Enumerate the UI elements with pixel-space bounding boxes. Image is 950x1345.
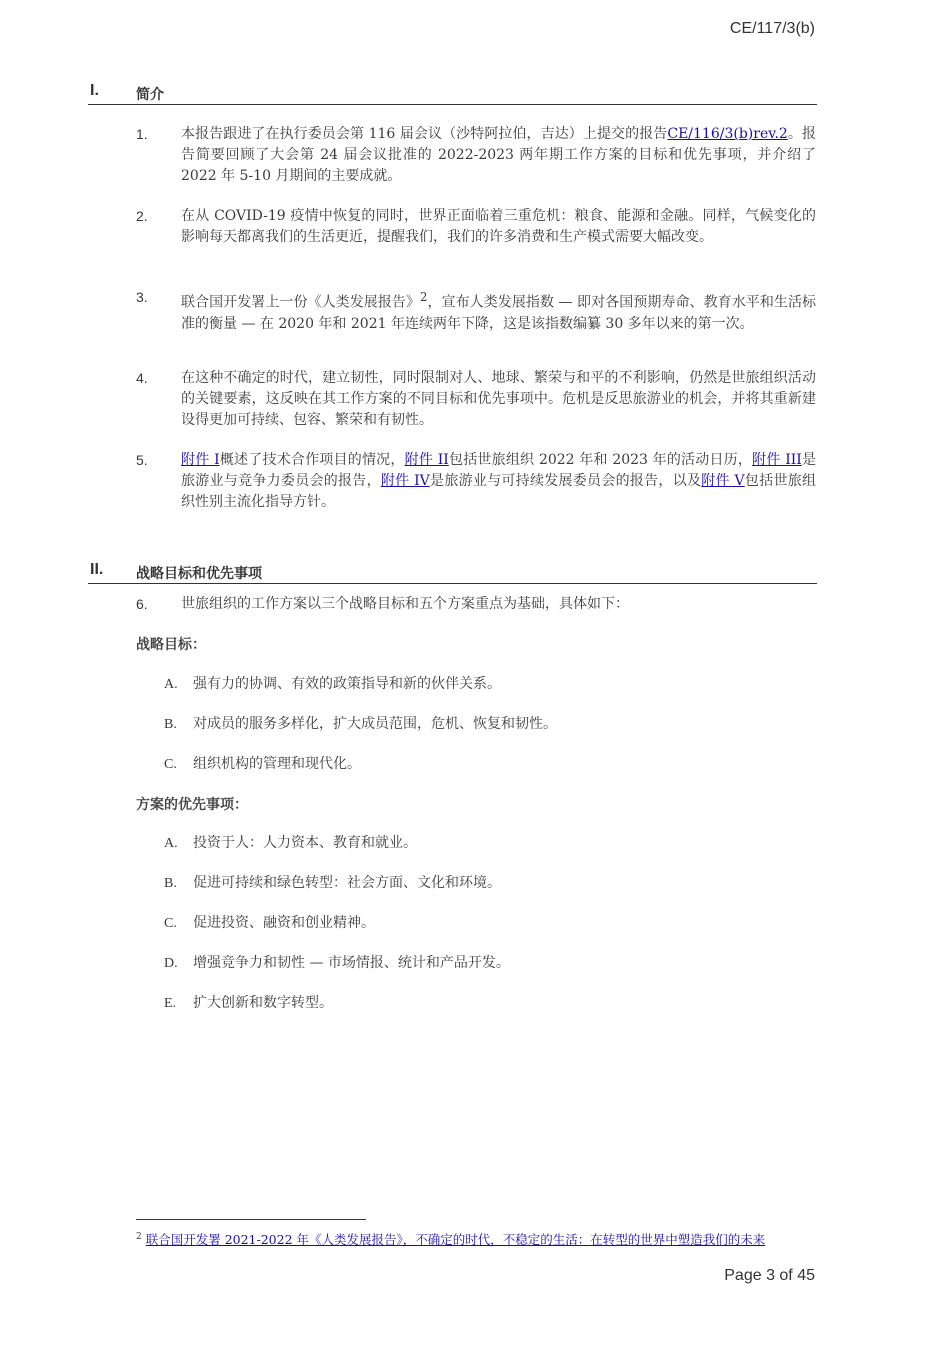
footnote-number: 2	[136, 1232, 142, 1242]
section-number: II.	[90, 561, 104, 578]
text-span: 包括世旅组织性别主流化指导方针。	[181, 473, 817, 510]
item-text: 组织机构的管理和现代化。	[193, 756, 361, 772]
item-letter: A.	[164, 677, 178, 692]
paragraph-5	[136, 450, 816, 513]
item-letter: B.	[164, 717, 177, 732]
paragraph-number: 5.	[136, 452, 148, 468]
item-text: 扩大创新和数字转型。	[193, 995, 333, 1011]
link-annex-2[interactable]: 附件 II	[404, 452, 449, 468]
text-span: 。报告简要回顾了大会第 24 届会议批准的 2022-2023 两年期工作方案的目标和优先事项，并介绍了 2022 年 5-10 月期间的主要成就。	[181, 126, 817, 184]
priority-item	[164, 953, 510, 974]
text-span: 是旅游业与竞争力委员会的报告，	[181, 452, 817, 489]
paragraph-number: 6.	[136, 596, 148, 612]
item-letter: B.	[164, 876, 177, 891]
item-text: 投资于人：人力资本、教育和就业。	[193, 835, 417, 851]
link-annex-5[interactable]: 附件 V	[701, 473, 745, 489]
paragraph-text: 在从 COVID-19 疫情中恢复的同时，世界正面临着三重危机：粮食、能源和金融。同样，气候变化的影响每天都离我们的生活更近，提醒我们，我们的许多消费和生产模式需要大幅改变。	[181, 208, 816, 245]
priority-item	[164, 873, 501, 894]
priority-item	[164, 993, 333, 1014]
link-annex-4[interactable]: 附件 IV	[380, 473, 430, 489]
paragraph-number: 4.	[136, 370, 148, 386]
paragraph-text: 在这种不确定的时代，建立韧性，同时限制对人、地球、繁荣与和平的不利影响，仍然是世旅组织活动的关键要素，这反映在其工作方案的不同目标和优先事项中。危机是反思旅游业的机会，并将其重新建设得更加可持续、包容、繁荣和有韧性。	[181, 370, 816, 428]
item-letter: D.	[164, 956, 178, 971]
item-text: 强有力的协调、有效的政策指导和新的伙伴关系。	[193, 676, 501, 692]
link-annex-3[interactable]: 附件 III	[752, 452, 802, 468]
item-letter: A.	[164, 836, 178, 851]
goal-item	[164, 674, 501, 695]
program-priorities-heading: 方案的优先事项：	[136, 797, 248, 813]
item-text: 增强竞争力和韧性 — 市场情报、统计和产品开发。	[193, 955, 510, 971]
strategic-goals-heading: 战略目标：	[136, 637, 206, 653]
paragraph-4	[136, 368, 816, 431]
section-title: 简介	[136, 87, 164, 103]
text-span: 联合国开发署上一份《人类发展报告》	[181, 294, 421, 311]
text-span: 概述了技术合作项目的情况，	[219, 452, 405, 468]
text-span: 是旅游业与可持续发展委员会的报告，以及	[429, 473, 702, 489]
section-number: I.	[90, 82, 99, 99]
goal-item	[164, 714, 557, 735]
item-letter: C.	[164, 916, 177, 931]
page-number: Page 3 of 45	[724, 1267, 815, 1284]
paragraph-3	[136, 287, 816, 335]
item-letter: C.	[164, 757, 177, 772]
footnote-link-hdr[interactable]: 联合国开发署 2021-2022 年《人类发展报告》，不确定的时代，不稳定的生活：在转型的世界中塑造我们的未来	[145, 1232, 766, 1248]
paragraph-6	[136, 594, 816, 615]
goal-item	[164, 754, 361, 775]
paragraph-text	[181, 124, 816, 187]
section-heading-introduction	[88, 82, 817, 105]
paragraph-text	[181, 450, 816, 513]
section-title: 战略目标和优先事项	[136, 566, 262, 582]
item-letter: E.	[164, 996, 177, 1011]
paragraph-2	[136, 206, 816, 248]
link-annex-1[interactable]: 附件 I	[181, 452, 220, 468]
priority-item	[164, 913, 375, 934]
footnote	[136, 1228, 816, 1249]
document-reference: CE/117/3(b)	[729, 20, 815, 37]
paragraph-text: 世旅组织的工作方案以三个战略目标和五个方案重点为基础，具体如下：	[181, 596, 629, 612]
item-text: 对成员的服务多样化，扩大成员范围，危机、恢复和韧性。	[193, 716, 557, 732]
text-span: 本报告跟进了在执行委员会第 116 届会议（沙特阿拉伯，吉达）上提交的报告	[181, 126, 668, 142]
item-text: 促进可持续和绿色转型：社会方面、文化和环境。	[193, 875, 501, 891]
footnote-separator	[136, 1219, 366, 1220]
paragraph-number: 1.	[136, 126, 148, 142]
paragraph-number: 2.	[136, 208, 148, 224]
footnote-marker[interactable]: 2	[420, 290, 428, 304]
priority-item	[164, 833, 417, 854]
link-ce-116-report[interactable]: CE/116/3(b)rev.2	[667, 126, 788, 142]
item-text: 促进投资、融资和创业精神。	[193, 915, 375, 931]
paragraph-text	[181, 287, 816, 335]
section-heading-strategic-goals	[88, 561, 817, 584]
paragraph-number: 3.	[136, 289, 148, 305]
text-span: 包括世旅组织 2022 年和 2023 年的活动日历，	[448, 452, 753, 468]
text-span: ，宣布人类发展指数 — 即对各国预期寿命、教育水平和生活标准的衡量 — 在 2020 年和 2021 年连续两年下降，这是该指数编纂 30 多年以来的第一次。	[181, 294, 816, 332]
paragraph-1	[136, 124, 816, 187]
